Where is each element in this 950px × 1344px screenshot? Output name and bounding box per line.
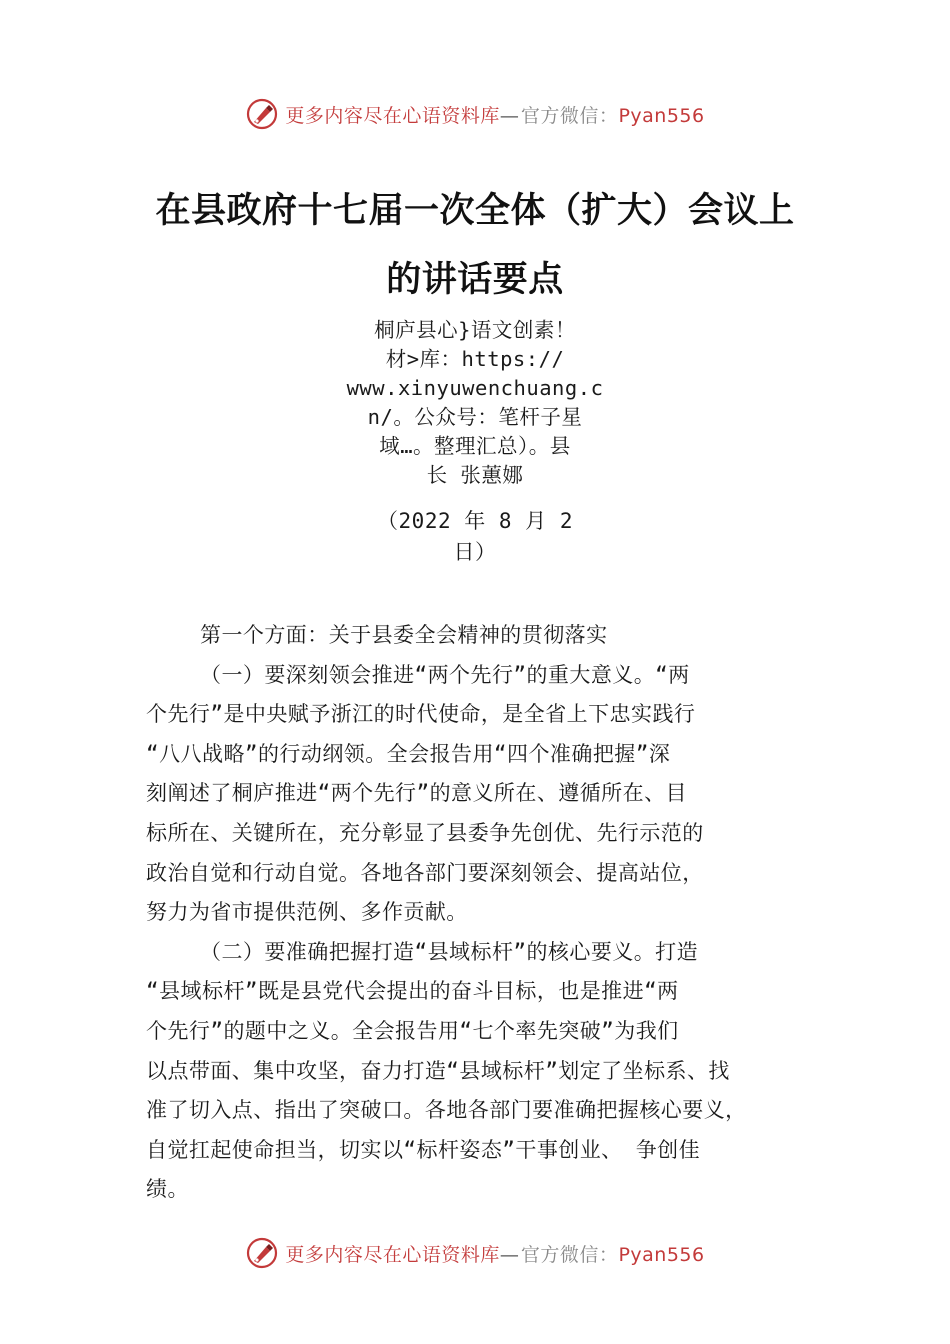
author-line: 材>库：https:// bbox=[385, 347, 565, 371]
author-line: 桐庐县心}语文创素！ bbox=[374, 318, 576, 342]
date-block bbox=[355, 506, 595, 568]
author-line: 长 张蕙娜 bbox=[426, 463, 524, 487]
watermark-separator: — bbox=[499, 1243, 521, 1266]
paragraph-line: （二）要准确把握打造“县域标杆”的核心要义。打造 bbox=[200, 939, 699, 964]
watermark-banner-bottom bbox=[0, 1233, 950, 1273]
watermark-brand: 更多内容尽在心语资料库 bbox=[285, 104, 500, 127]
watermark-account-label: 官方微信： bbox=[520, 1243, 619, 1266]
watermark-banner-top bbox=[0, 94, 950, 134]
section-heading: 第一个方面：关于县委全会精神的贯彻落实 bbox=[200, 623, 608, 647]
date-line: 日） bbox=[453, 540, 497, 564]
paragraph-line: 努力为省市提供范例、多作贡献。 bbox=[146, 900, 468, 925]
pen-nib-circle-icon bbox=[245, 1236, 279, 1270]
pen-nib-circle-icon bbox=[245, 97, 279, 131]
watermark-brand: 更多内容尽在心语资料库 bbox=[285, 1243, 500, 1266]
document-title-line-1: 在县政府十七届一次全体（扩大）会议上 bbox=[155, 190, 795, 231]
watermark-text bbox=[285, 101, 704, 128]
paragraph-line: （一）要深刻领会推进“两个先行”的重大意义。“两 bbox=[200, 662, 690, 687]
paragraph-line: 政治自觉和行动自觉。各地各部门要深刻领会、提高站位， bbox=[146, 860, 704, 885]
paragraph-line: 准了切入点、指出了突破口。各地各部门要准确把握核心要义， bbox=[146, 1098, 747, 1123]
watermark-account-id: Pyan556 bbox=[618, 1243, 705, 1266]
watermark-account-id: Pyan556 bbox=[618, 104, 705, 127]
watermark-separator: — bbox=[499, 104, 521, 127]
author-line: 域…。整理汇总）。县 bbox=[379, 434, 571, 458]
document-body bbox=[146, 616, 826, 1210]
paragraph-line: 以点带面、集中攻坚，奋力打造“县域标杆”划定了坐标系、找 bbox=[146, 1058, 730, 1083]
paragraph-line: 个先行”是中央赋予浙江的时代使命，是全省上下忠实践行 bbox=[146, 702, 696, 727]
author-line: www.xinyuwenchuang.c bbox=[346, 376, 604, 400]
watermark-account-label: 官方微信： bbox=[520, 104, 619, 127]
date-line: （2022 年 8 月 2 bbox=[377, 509, 573, 533]
paragraph-line: “县域标杆”既是县党代会提出的奋斗目标，也是推进“两 bbox=[146, 979, 679, 1004]
author-line: n/。公众号：笔杆子星 bbox=[367, 405, 583, 429]
paragraph-line: 个先行”的题中之义。全会报告用“七个率先突破”为我们 bbox=[146, 1018, 679, 1043]
document-title-line-2: 的讲话要点 bbox=[386, 259, 564, 300]
paragraph-line: 标所在、关键所在，充分彰显了县委争先创优、先行示范的 bbox=[146, 820, 704, 845]
paragraph-line: 刻阐述了桐庐推进“两个先行”的意义所在、遵循所在、目 bbox=[146, 781, 687, 806]
watermark-text bbox=[285, 1240, 704, 1267]
paragraph-line: 自觉扛起使命担当，切实以“标杆姿态”干事创业、 争创佳 bbox=[146, 1137, 701, 1162]
author-block bbox=[330, 316, 620, 490]
paragraph-line: 绩。 bbox=[146, 1177, 189, 1202]
paragraph-line: “八八战略”的行动纲领。全会报告用“四个准确把握”深 bbox=[146, 741, 671, 766]
